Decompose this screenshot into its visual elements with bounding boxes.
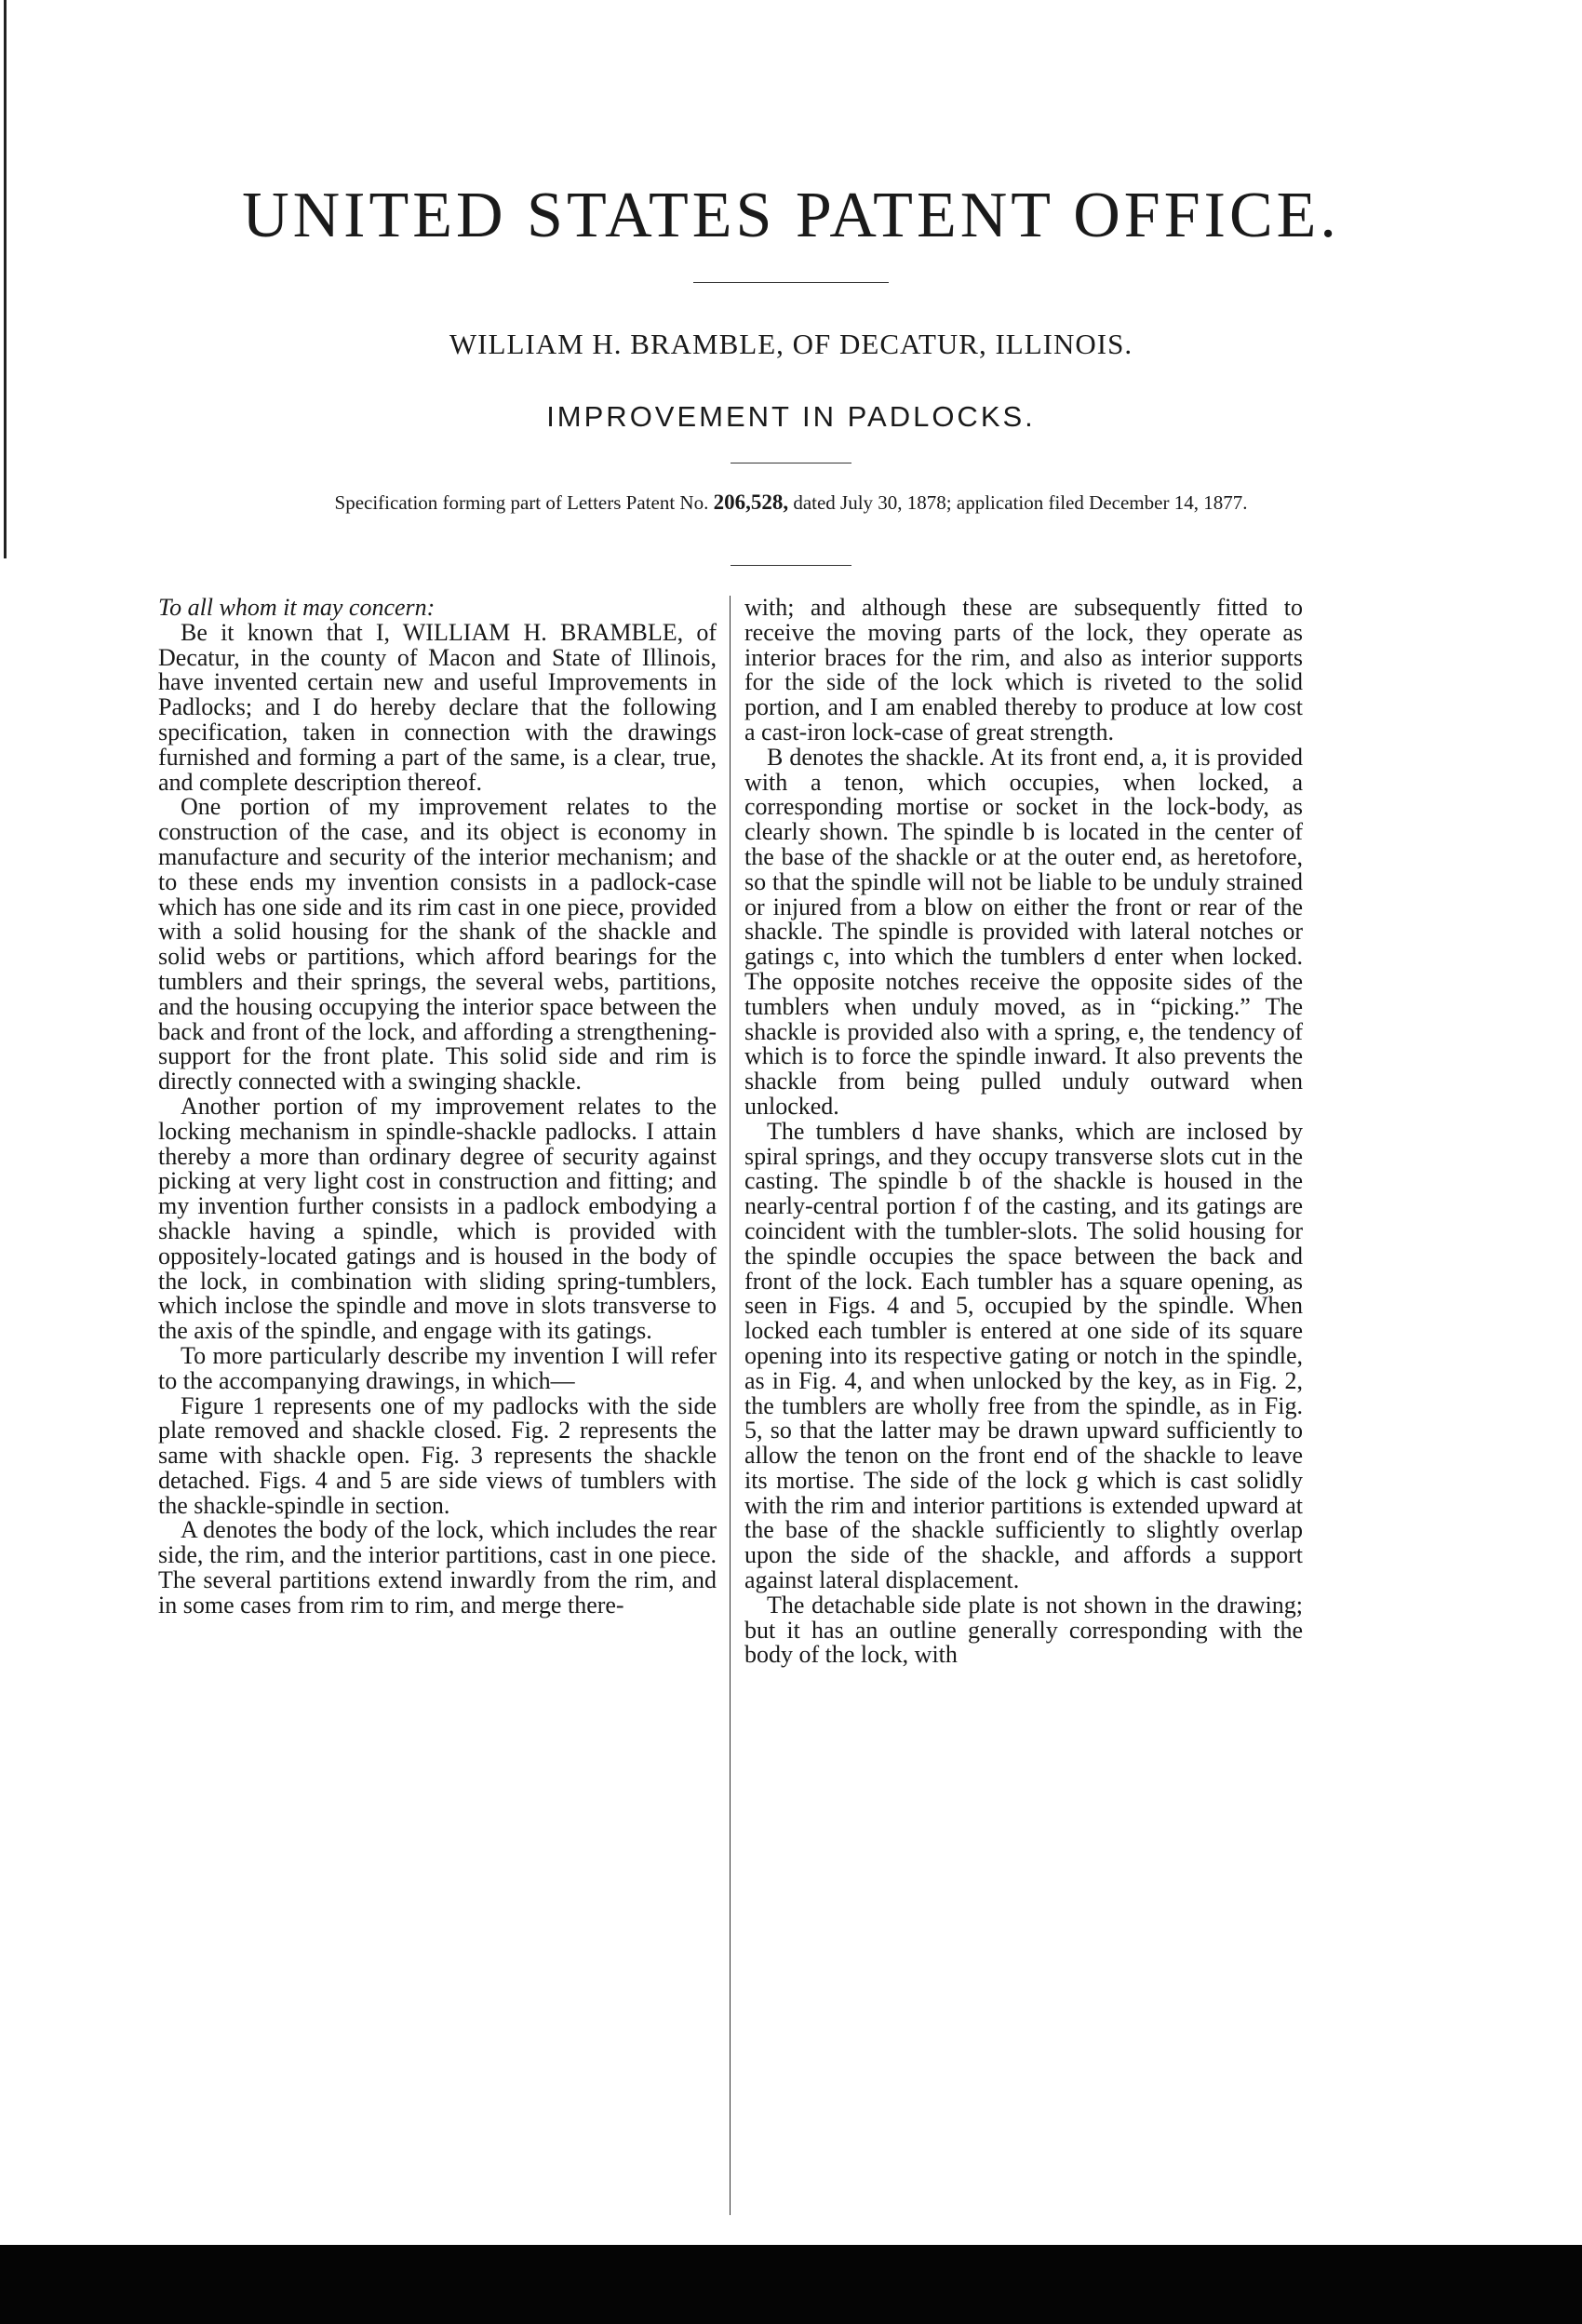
salutation: To all whom it may concern: [158,594,436,621]
paragraph: Another portion of my improvement relates to the locking mechanism in spindle-shackle padlocks. I attain thereby a more than ordinary degree of security against picking at very light cost in construction and fitting; and my invention further consists in a padlock embodying a shackle having a spindle, which is provided with oppositely-located gatings and is housed in the body of the lock, in combination with sliding spring-tumblers, which inclose the spindle and move in slots transverse to the axis of the spindle, and engage with its gatings. [158,1092,717,1345]
paragraph: To more particularly describe my invention I will refer to the accompanying drawings, in which— [158,1341,717,1394]
office-title: UNITED STATES PATENT OFFICE. [242,180,1340,251]
specification-line [186,489,1396,517]
paragraph-continued: with; and although these are subsequently fitted to receive the moving parts of the lock, they operate as interior braces for the rim, and also as interior supports for the side of the lock which is riveted to the solid portion, and I am enabled thereby to produce at low cost a cast-iron lock-case of great strength. [744,594,1303,746]
paragraph: B denotes the shackle. At its front end, a, it is provided with a tenon, which occupies, when locked, a corresponding mortise or socket in the lock-body, as clearly shown. The spindle b is located in the center of the base of the shackle or at the outer end, as heretofore, so that the spindle will not be liable to be unduly strained or injured from a blow on either the front or rear of the shackle. The spindle is provided with lateral notches or gatings c, into which the tumblers d enter when locked. The opposite notches receive the opposite sides of the tumblers when unduly moved, as in “picking.” The shackle is provided also with a spring, e, the tendency of which is to force the spindle inward. It also prevents the shackle from being pulled unduly outward when unlocked. [744,743,1303,1120]
paragraph: Be it known that I, WILLIAM H. BRAMBLE, of Decatur, in the county of Macon and State of Illinois, have invented certain new and useful Improvements in Padlocks; and I do hereby declare that the following specification, taken in connection with the drawings furnished and forming a part of the same, is a clear, true, and complete description thereof. [158,618,717,796]
paragraph: Figure 1 represents one of my padlocks with the side plate removed and shackle closed. Fig. 2 represents the same with shackle open. Fig. 3 represents the shackle detached. Figs. 4 and 5 are side views of tumblers with the shackle-spindle in section. [158,1391,717,1519]
left-text-column [158,596,717,1619]
paragraph: One portion of my improvement relates to the construction of the case, and its object is economy in manufacture and security of the interior mechanism; and to these ends my invention consists in a padlock-case which has one side and its rim cast in one piece, provided with a solid housing for the shank of the shackle and solid webs or partitions, which afford bearings for the tumblers and their springs, the several webs, partitions, and the housing occupying the interior space between the back and front of the lock, and affording a strengthening-support for the front plate. This solid side and rim is directly connected with a swinging shackle. [158,793,717,1095]
invention-title: IMPROVEMENT IN PADLOCKS. [546,400,1036,433]
scan-edge-mark [4,0,7,558]
paragraph: The tumblers d have shanks, which are inclosed by spiral springs, and they occupy transverse slots cut in the casting. The spindle b of the shackle is housed in the nearly-central portion f of the casting, and its gatings are coincident with the tumbler-slots. The solid housing for the spindle occupies the space between the back and front of the lock. Each tumbler has a square opening, as seen in Figs. 4 and 5, occupied by the spindle. When locked each tumbler is entered at one side of its square opening into its respective gating or notch in the spindle, as in Fig. 4, and when unlocked by the key, as in Fig. 2, the tumblers are wholly free from the spindle, as in Fig. 5, so that the latter may be drawn upward sufficiently to allow the tenon on the front end of the shackle to leave its mortise. The side of the lock g which is cast solidly with the rim and interior partitions is extended upward at the base of the shackle sufficiently to slightly overlap upon the side of the shackle, and affords a support against lateral displacement. [744,1117,1303,1594]
patent-number: 206,528, [713,490,789,514]
column-divider [730,596,731,2215]
divider-rule [693,282,889,283]
inventor-line: WILLIAM H. BRAMBLE, OF DECATUR, ILLINOIS. [449,328,1133,360]
divider-rule [731,565,851,566]
paragraph: A denotes the body of the lock, which includes the rear side, the rim, and the interior partitions, cast in one piece. The several partitions extend inwardly from the rim, and in some cases from rim to rim, and merge there- [158,1516,717,1619]
spec-suffix: dated July 30, 1878; application filed December 14, 1877. [793,491,1248,514]
right-text-column [744,596,1303,1668]
paragraph: The detachable side plate is not shown in the drawing; but it has an outline generally corresponding with the body of the lock, with [744,1591,1303,1669]
spec-prefix: Specification forming part of Letters Patent No. [334,491,709,514]
scan-bottom-border [0,2245,1582,2324]
